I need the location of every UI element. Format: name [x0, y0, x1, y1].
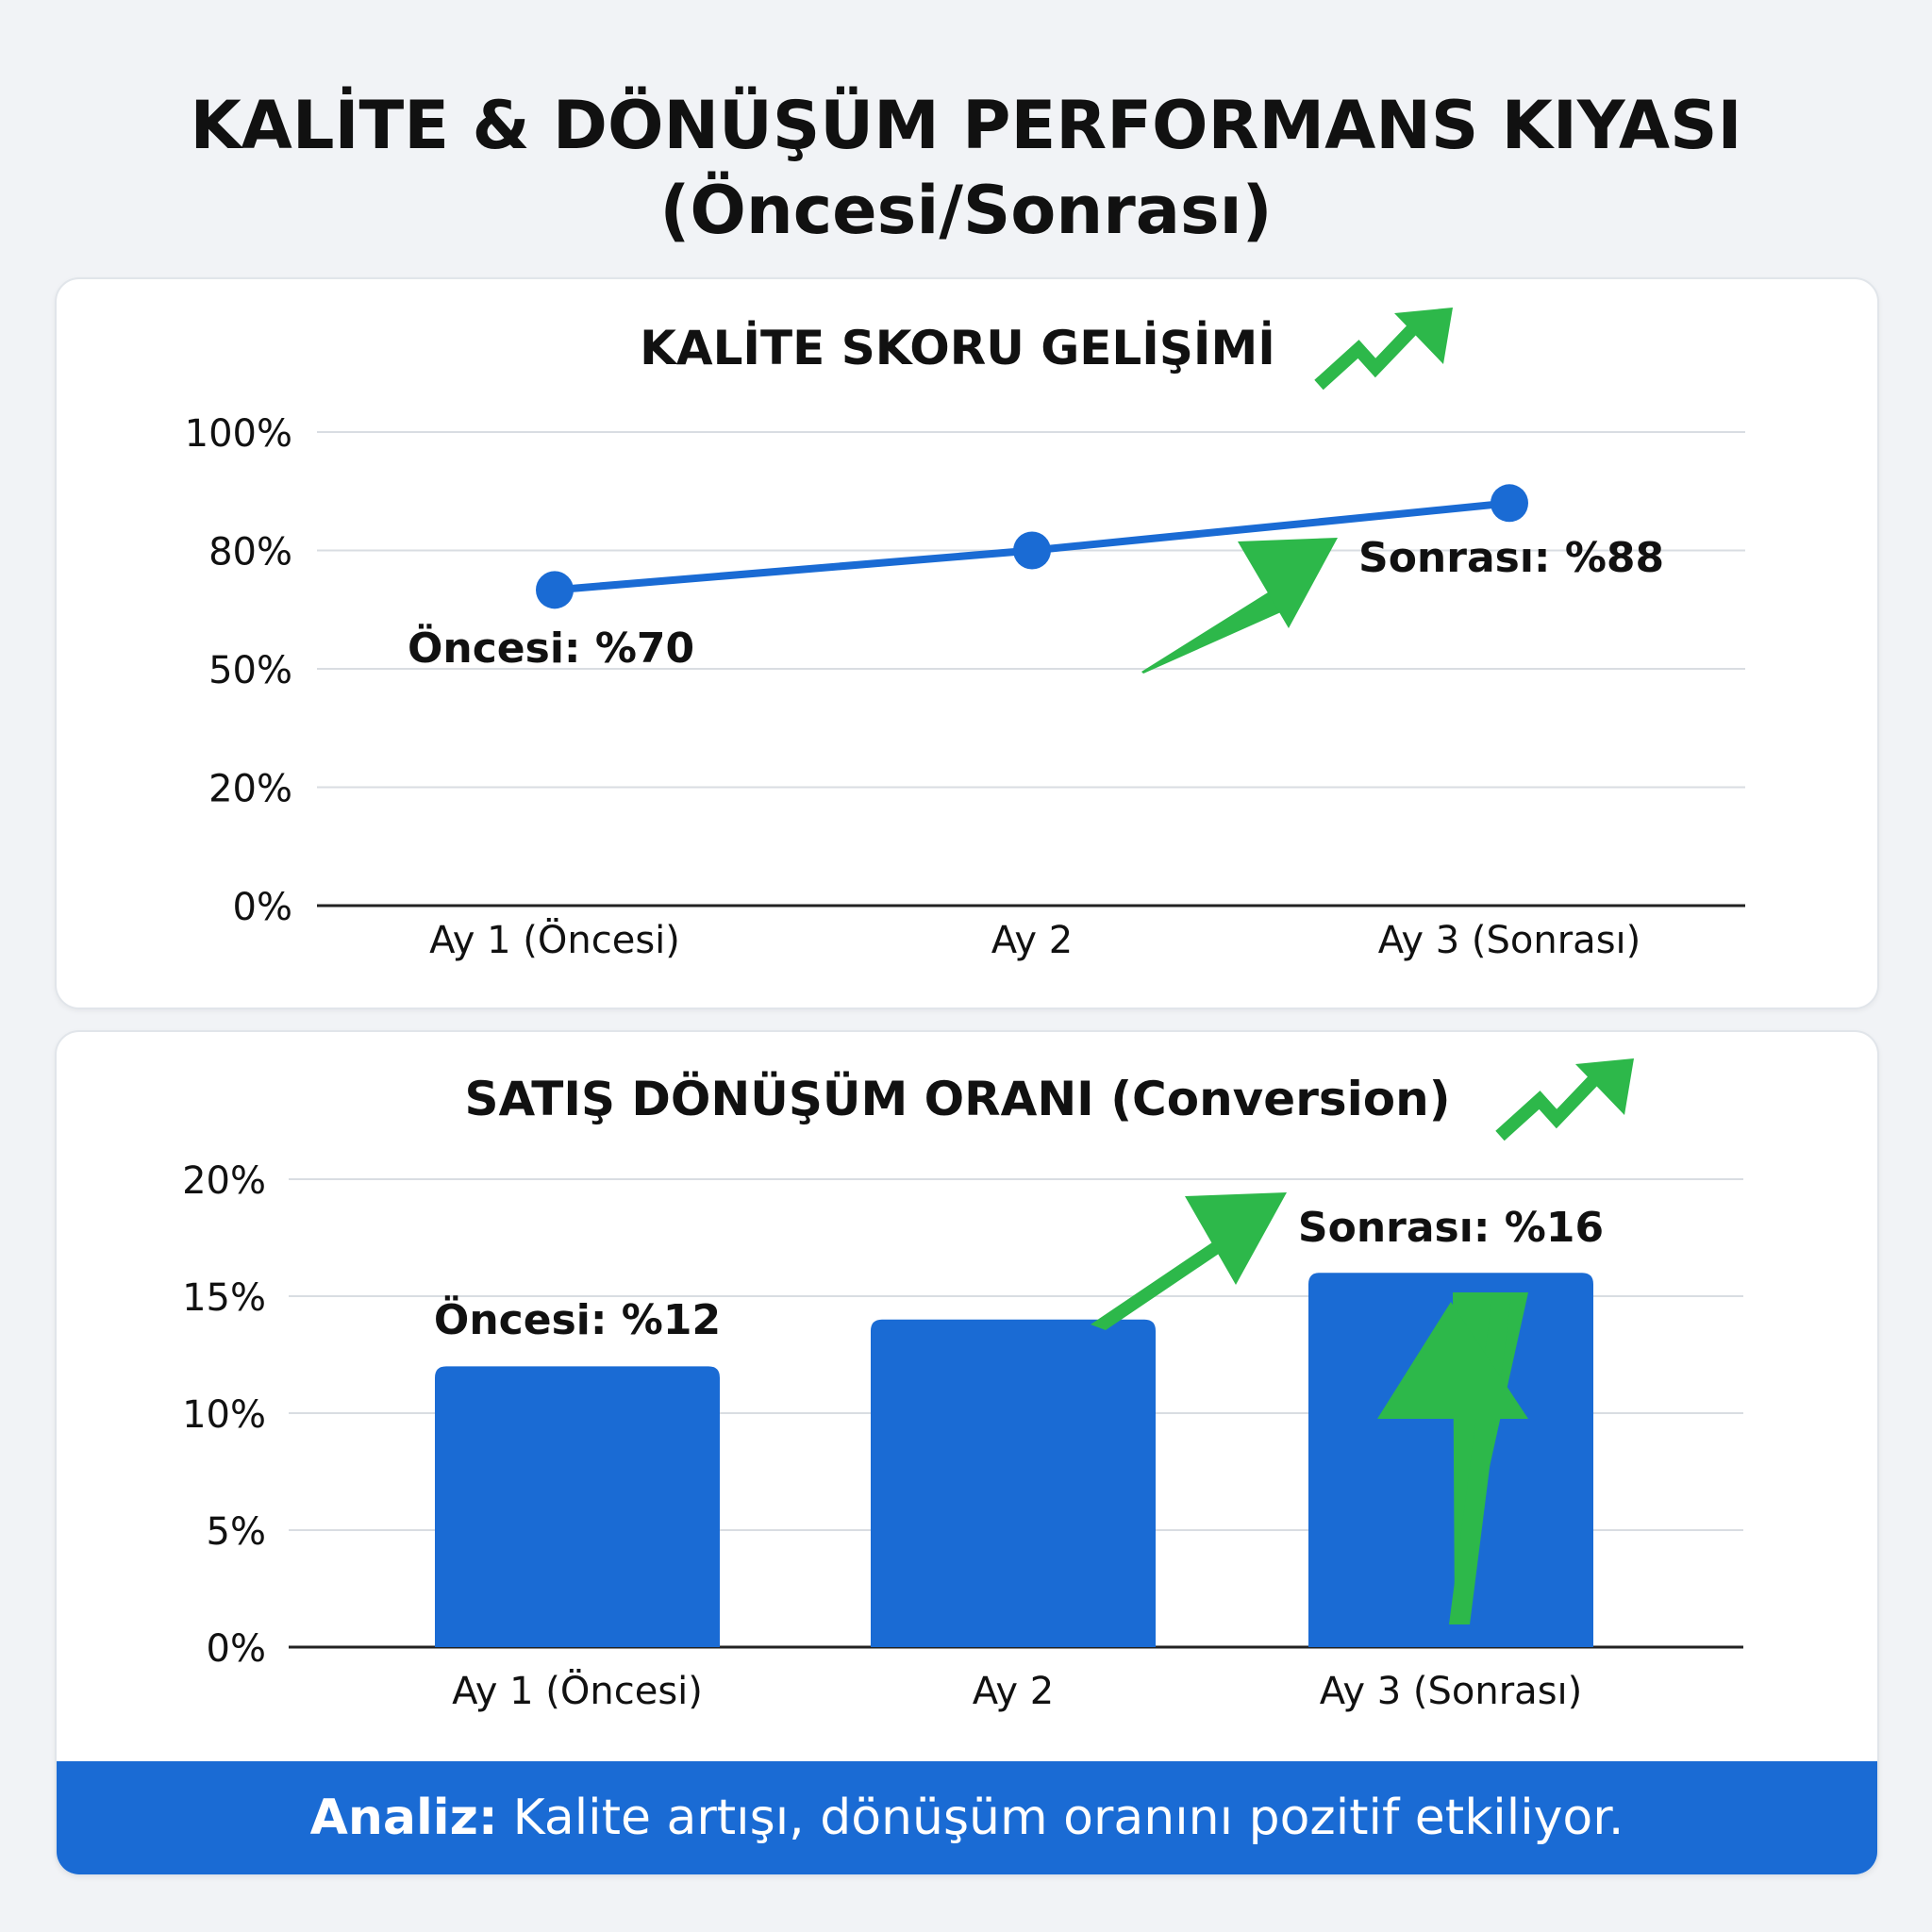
data-point: [1491, 484, 1528, 522]
y-tick-label: 5%: [206, 1510, 266, 1554]
arrow-up-icon: [1141, 538, 1338, 674]
y-tick-label: 100%: [184, 412, 292, 456]
page-title: [0, 83, 1932, 253]
x-tick-label: Ay 3 (Sonrası): [1377, 919, 1641, 962]
data-point: [536, 571, 574, 608]
y-tick-label: 20%: [182, 1159, 266, 1203]
annotation-before: Öncesi: %12: [433, 1296, 722, 1344]
page-title-line1: KALİTE & DÖNÜŞÜM PERFORMANS KIYASI: [190, 87, 1742, 164]
conversion-chart-card: [55, 1030, 1879, 1876]
quality-line-chart: [57, 279, 1877, 1008]
x-tick-label: Ay 1 (Öncesi): [452, 1670, 703, 1713]
x-tick-label: Ay 1 (Öncesi): [429, 919, 680, 962]
chart-title: KALİTE SKORU GELİŞİMİ: [640, 321, 1275, 375]
annotation-before: Öncesi: %70: [408, 625, 695, 673]
bar: [871, 1320, 1156, 1647]
y-tick-label: 15%: [182, 1276, 266, 1320]
annotation-after: Sonrası: %88: [1358, 534, 1665, 582]
y-tick-label: 50%: [208, 649, 292, 692]
annotation-after: Sonrası: %16: [1297, 1204, 1605, 1252]
y-tick-label: 0%: [206, 1627, 266, 1671]
x-tick-label: Ay 2: [972, 1670, 1055, 1713]
analysis-label: Analiz:: [309, 1790, 498, 1846]
bar: [435, 1366, 720, 1647]
quality-chart-card: [55, 277, 1879, 1009]
conversion-bar-chart: [57, 1032, 1877, 1761]
page-title-line2: (Öncesi/Sonrası): [659, 172, 1273, 249]
analysis-banner: [57, 1761, 1877, 1874]
trending-up-icon: [1500, 1058, 1634, 1136]
x-tick-label: Ay 2: [991, 919, 1074, 962]
y-tick-label: 20%: [208, 767, 292, 811]
chart-title: SATIŞ DÖNÜŞÜM ORANI (Conversion): [464, 1072, 1451, 1126]
data-point: [1013, 532, 1051, 570]
analysis-text: Kalite artışı, dönüşüm oranını pozitif etkiliyor.: [512, 1790, 1624, 1846]
trending-up-icon: [1319, 308, 1453, 385]
y-tick-label: 0%: [232, 886, 292, 929]
y-tick-label: 10%: [182, 1393, 266, 1437]
y-tick-label: 80%: [208, 530, 292, 575]
arrow-up-icon: [1091, 1192, 1287, 1330]
x-tick-label: Ay 3 (Sonrası): [1319, 1670, 1583, 1713]
